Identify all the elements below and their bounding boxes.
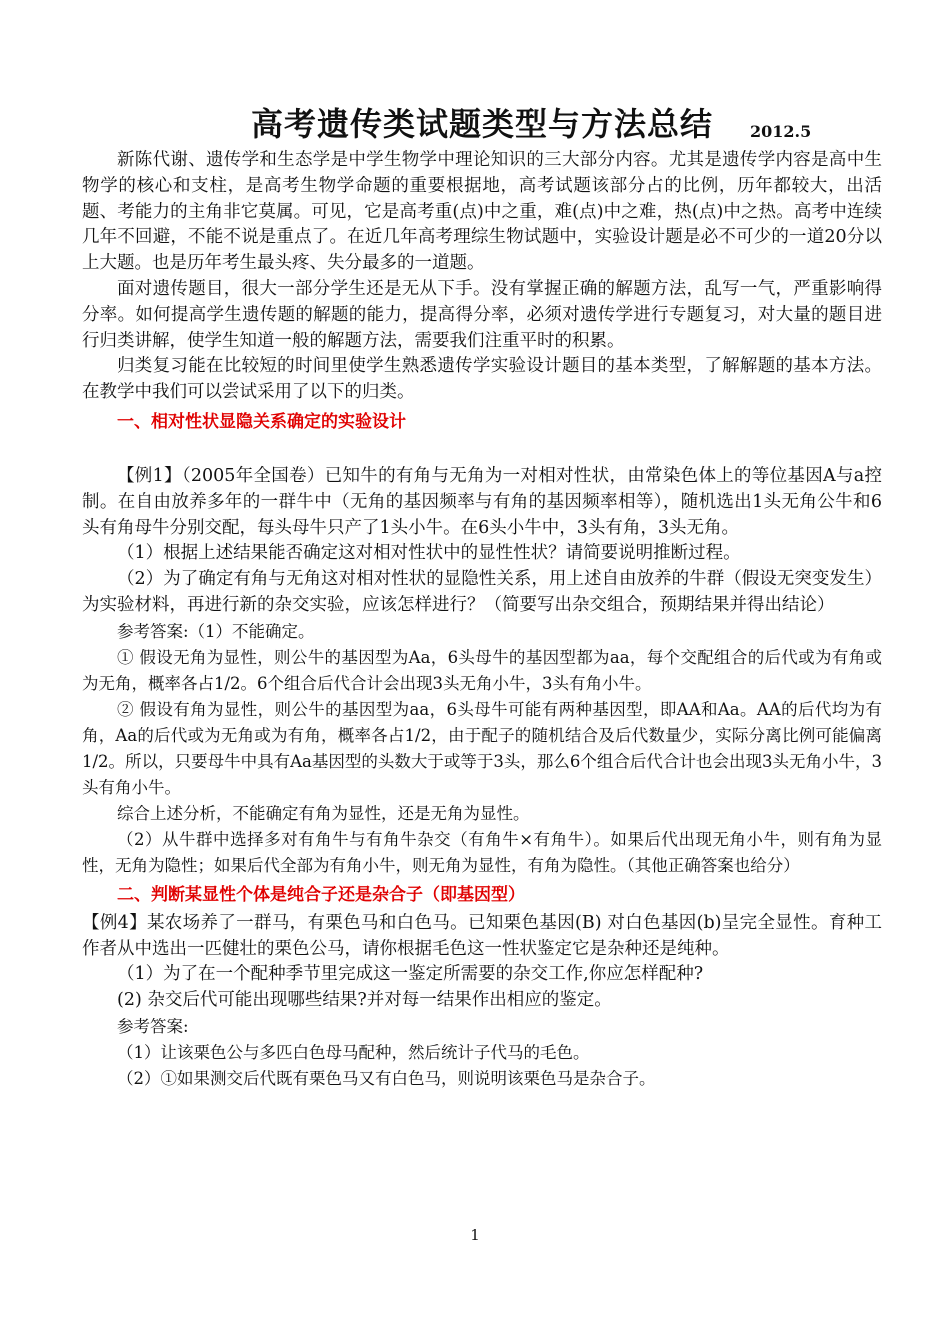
section-heading-1: 一、相对性状显隐关系确定的实验设计 [117, 411, 406, 432]
document-date: 2012.5 [750, 122, 812, 141]
title-row [82, 100, 882, 148]
example-1-question-2: （2）为了确定有角与无角这对相对性状的显隐性关系，用上述自由放养的牛群（假设无突变发生）为实验材料，再进行新的杂交实验，应该怎样进行？（简要写出杂交组合，预期结果并得出结论） [82, 569, 882, 615]
answer-item: （2）①如果测交后代既有栗色马又有白色马，则说明该栗色马是杂合子。 [117, 1068, 656, 1088]
answer-item: 综合上述分析，不能确定有角为显性，还是无角为显性。 [117, 803, 530, 823]
answer-item: ① 假设无角为显性，则公牛的基因型为Aa，6头母牛的基因型都为aa，每个交配组合的后代或为有角或为无角，概率各占1/2。6个组合后代合计会出现3头无角小牛，3头有角小牛。 [82, 647, 882, 693]
answer-item: ② 假设有角为显性，则公牛的基因型为aa，6头母牛可能有两种基因型，即AA和Aa。AA的后代均为有角，Aa的后代或为无角或为有角，概率各占1/2，由于配子的随机结合及后代数量少，实际分离比例可能偏离1/2。所以，只要母牛中具有Aa基因型的头数大于或等于3头，那么6个组合后代合计也会出现3头无角小牛，3头有角小牛。 [82, 699, 882, 797]
intro-paragraph: 新陈代谢、遗传学和生态学是中学生物学中理论知识的三大部分内容。尤其是遗传学内容是高中生物学的核心和支柱，是高考生物学命题的重要根据地，高考试题该部分占的比例，历年都较大，出活题、考能力的主角非它莫属。可见，它是高考重(点)中之重，难(点)中之难，热(点)中之热。高考中连续几年不回避，不能不说是重点了。在近几年高考理综生物试题中，实验设计题是必不可少的一道20分以上大题。也是历年考生最头疼、失分最多的一道题。 [82, 150, 882, 274]
answer-item: （1）让该栗色公与多匹白色母马配种，然后统计子代马的毛色。 [117, 1042, 590, 1062]
example-1-text: 【例1】（2005年全国卷）已知牛的有角与无角为一对相对性状，由常染色体上的等位基因A与a控制。在自由放养多年的一群牛中（无角的基因频率与有角的基因频率相等），随机选出1头无角公牛和6头有角母牛分别交配，每头母牛只产了1头小牛。在6头小牛中，3头有角，3头无角。 [82, 465, 882, 538]
answer-label: 参考答案:（1）不能确定。 [117, 621, 315, 641]
spacer [82, 438, 882, 464]
intro-paragraph: 归类复习能在比较短的时间里使学生熟悉遗传学实验设计题目的基本类型，了解解题的基本方法。在教学中我们可以尝试采用了以下的归类。 [82, 356, 882, 403]
example-4-question-1: （1）为了在一个配种季节里完成这一鉴定所需要的杂交工作,你应怎样配种? [117, 964, 704, 985]
example-4-question-2: (2) 杂交后代可能出现哪些结果?并对每一结果作出相应的鉴定。 [117, 990, 612, 1011]
example-4-text: 【例4】某农场养了一群马，有栗色马和白色马。已知栗色基因(B) 对白色基因(b)呈完全显性。育种工作者从中选出一匹健壮的栗色公马，请你根据毛色这一性状鉴定它是杂种还是纯种。 [82, 912, 882, 959]
example-1-answers [82, 619, 882, 879]
example-4-answers [82, 1014, 882, 1092]
example-1-question-1: （1）根据上述结果能否确定这对相对性状中的显性性状？请简要说明推断过程。 [117, 543, 741, 564]
page-title: 高考遗传类试题类型与方法总结 [250, 105, 713, 143]
intro-paragraph: 面对遗传题目，很大一部分学生还是无从下手。没有掌握正确的解题方法，乱写一气，严重影响得分率。如何提高学生遗传题的解题的能力，提高得分率，必须对遗传学进行专题复习，对大量的题目进行归类讲解，使学生知道一般的解题方法，需要我们注重平时的积累。 [82, 278, 882, 351]
section-heading-2: 二、判断某显性个体是纯合子还是杂合子（即基因型） [117, 884, 525, 905]
answer-item: （2）从牛群中选择多对有角牛与有角牛杂交（有角牛×有角牛）。如果后代出现无角小牛，则有角为显性，无角为隐性；如果后代全部为有角小牛，则无角为显性，有角为隐性。（其他正确答案也给分） [82, 829, 882, 875]
answer-label: 参考答案: [117, 1016, 189, 1036]
document-page [82, 100, 882, 1092]
page-number: 1 [470, 1226, 480, 1244]
